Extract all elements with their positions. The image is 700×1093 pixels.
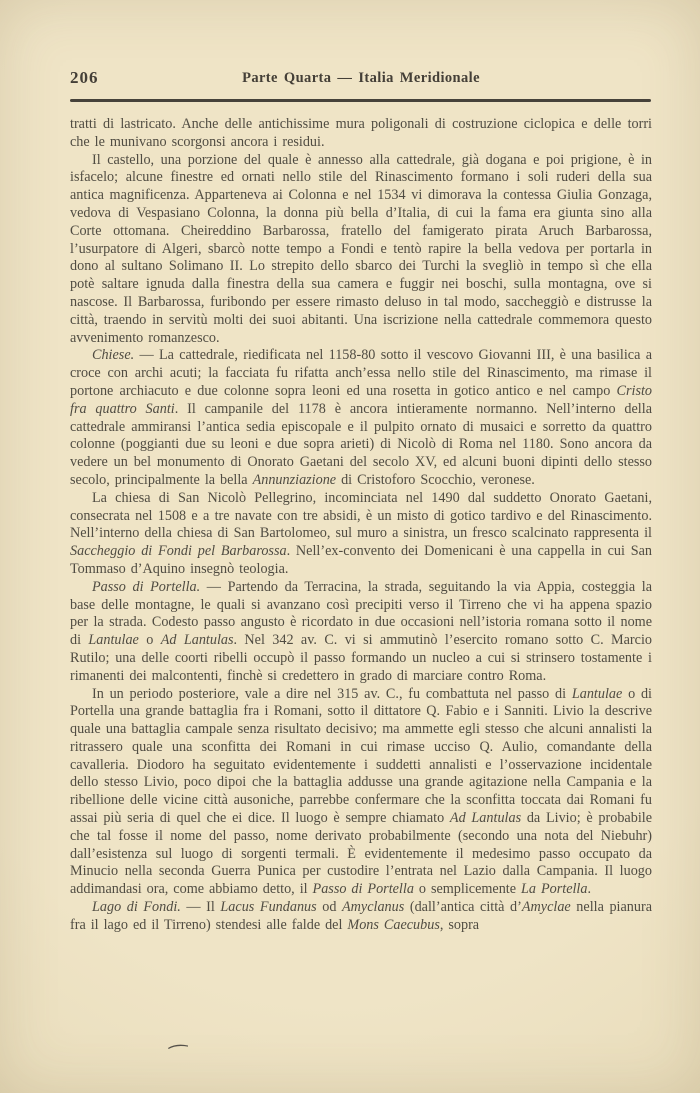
italic-text-run: Ad Lantulas (160, 632, 234, 649)
paragraph (70, 899, 652, 935)
italic-text-run: Annunziazione (252, 471, 337, 488)
text-run: o di Portella una grande battaglia fra i Romani, sotto il dittatore Q. Fabio e i Sanniti. Livio la descrive quale una battaglia campale senza risultato decisivo; ma ammette egli stesso che alcuni annalisti la ritrassero quale una sconfitta dei Romani in cui rimase ucciso Q. Aulio, comandante della cavalleria. Diodoro ha seguitato evidentemente i suddetti annalisti e l’osservazione incidentale dello stesso Livio, poco dipoi che la battaglia addusse una grande agitazione nella Campania e la ribellione delle vicine città ausoniche, parrebbe confermare che la sconfitta toccata dai Romani fu assai più seria di quel che ei dice. Il luogo è sempre chiamato (70, 685, 652, 827)
italic-text-run: Mons Caecubus (347, 916, 440, 933)
text-run: — Partendo da Terracina, la strada, seguitando la via Appia, costeggia la base delle montagne, le quali si avanzano così precipiti verso il Tirreno che vi ha appena spazio per la strada. Codesto passo angusto è ricordato in due occasioni nell’istoria romana sotto il nome di (70, 578, 652, 649)
italic-text-run: Amyclanus (342, 899, 405, 916)
text-run: — La cattedrale, riedificata nel 1158-80 sotto il vescovo Giovanni III, è una basilica a croce con archi acuti; la facciata fu rifatta anch’essa nello stile del Rinascimento, ma rimase il portone archiacuto e due colonne sopra leoni ed una rosetta in gotico antico e nel campo (70, 347, 652, 399)
text-run: o semplicemente (413, 881, 522, 898)
running-title: Parte Quarta — Italia Meridionale (242, 70, 480, 86)
text-run: La chiesa di San Nicolò Pellegrino, incominciata nel 1490 dal suddetto Onorato Gaetani, consecrata nel 1508 e a tre navate con tre absidi, è un misto di gotico tardivo e del Rinascimento. Nell’interno della chiesa di San Bartolomeo, sul muro a sinistra, un fresco scalcinato rappresenta il (70, 489, 652, 542)
text-run: Il castello, una porzione del quale è annesso alla cattedrale, già dogana e poi prigione, è in isfacelo; alcune finestre ed ornati nello stile del Rinascimento formano i soli ruderi della sua antica magnificenza. Apparteneva ai Colonna e nel 1534 vi dimorava la contessa Giulia Gonzaga, vedova di Vespasiano Colonna, la donna più bella d’Italia, di cui la fama era giunta sino alla Corte ottomana. Cheireddino Barbarossa, fratello del famigerato pirata Aruch Barbarossa, l’usurpatore di Algeri, sbarcò notte tempo a Fondi e tentò rapire la bella vedova per portarla in dono al sultano Solimano II. Lo strepito dello sbarco dei Turchi la svegliò in tempo sì che ella potè saltare ignuda dalla finestra della sua camera e fuggir nei boschi, sulla montagna, ove si nascose. Il Barbarossa, furibondo per essere rimasto deluso in tal modo, saccheggiò e distrusse la città, traendo in servitù molti dei suoi abitanti. Una iscrizione nella cattedrale commemora questo avvenimento romanzesco. (70, 151, 652, 346)
text-run: — Il (180, 899, 221, 916)
text-run: , sopra (439, 916, 480, 933)
text-run: od (316, 899, 343, 916)
text-run: nella pianura fra il lago ed il Tirreno) stendesi alle falde del (70, 899, 652, 933)
italic-text-run: Lacus Fundanus (220, 899, 317, 916)
italic-text-run: Cristo fra quattro Santi (70, 382, 652, 417)
italic-text-run: Ad Lantulas (449, 810, 522, 827)
italic-text-run: Lago di Fondi. (92, 899, 181, 916)
page-body-text (70, 116, 652, 935)
italic-text-run: Chiese. (92, 347, 135, 364)
italic-text-run: Lantulae (571, 685, 623, 702)
paragraph (70, 116, 652, 152)
italic-text-run: Amyclae (521, 899, 571, 916)
paragraph (70, 686, 652, 900)
italic-text-run: Lantulae (88, 632, 139, 649)
text-run: . Il campanile del 1178 è ancora intieramente normanno. Nell’interno della cattedrale ammiransi l’antica sedia episcopale e il pulpito ornato di musaici e sorretto da quattro colonne (poggianti due su leoni e due sopra arieti) di Nicolò di Roma nel 1180. Sono ancora da vedere un bel monumento di Onorato Gaetani del secolo XV, ed alcuni buoni dipinti dello stesso secolo, principalmente la bella (70, 400, 652, 488)
italic-text-run: Passo di Portella (312, 881, 414, 898)
paragraph (70, 490, 652, 579)
text-run: . Nell’ex-convento dei Domenicani è una cappella in cui San Tommaso d’Aquino insegnò teologia. (70, 543, 652, 577)
text-run: . Nel 342 av. C. vi si ammutinò l’esercito romano sotto C. Marcio Rutilo; una delle coorti ribelli occupò il passo formando un nucleo a cui si strinsero tostamente i rimanenti dei malcontenti, finchè si credettero in grado di marciare contro Roma. (70, 632, 652, 684)
text-run: di Cristoforo Scocchio, veronese. (336, 471, 535, 488)
text-run: o (138, 632, 161, 649)
paragraph (70, 152, 652, 348)
running-header (70, 68, 652, 92)
text-run: (dall’antica città d’ (404, 899, 522, 916)
italic-text-run: Passo di Portella. (92, 578, 201, 595)
italic-text-run: La Portella (521, 881, 588, 898)
italic-text-run: Saccheggio di Fondi pel Barbarossa (70, 543, 287, 560)
paragraph (70, 579, 652, 686)
text-run: In un periodo posteriore, vale a dire nel 315 av. C., fu combattuta nel passo di (92, 685, 572, 702)
paragraph (70, 347, 652, 489)
text-run: tratti di lastricato. Anche delle antichissime mura poligonali di costruzione ciclopica e delle torri che le munivano scorgonsi ancora i residui. (70, 116, 652, 150)
text-run: . (587, 881, 592, 898)
text-run: da Livio; è probabile che tal fosse il nome del passo, nome derivato probabilmente (secondo una nota del Niebuhr) dall’esistenza sul luogo di sorgenti termali. È evidentemente il medesimo passo occupato da Minucio nella seconda Guerra Punica per custodire l’entrata nel Lazio dalla Campania. Il luogo addimandasi ora, come abbiamo detto, il (70, 810, 652, 898)
printer-ink-mark (167, 1042, 190, 1050)
header-rule (70, 99, 651, 102)
page-number: 206 (70, 68, 99, 87)
